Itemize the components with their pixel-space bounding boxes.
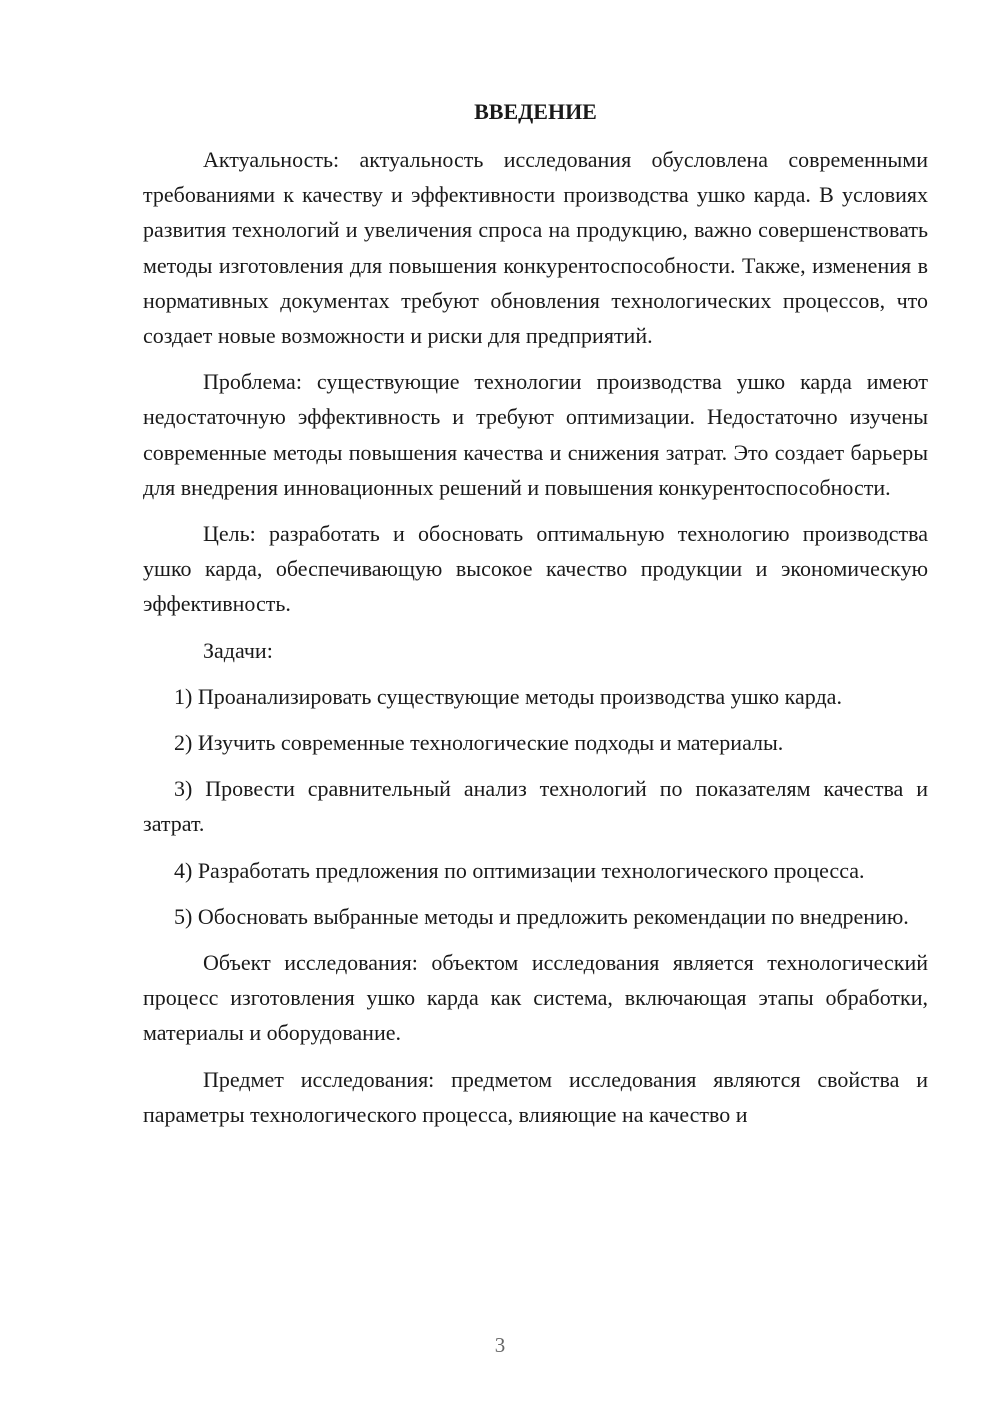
paragraph-object: Объект исследования: объектом исследования является технологический процесс изготовления ушко карда как система, включающая этапы обработки, материалы и оборудование.	[143, 950, 928, 1046]
task-item-4: 4) Разработать предложения по оптимизации технологического процесса.	[174, 857, 865, 883]
task-item-5: 5) Обосновать выбранные методы и предложить рекомендации по внедрению.	[174, 903, 909, 929]
task-item-2: 2) Изучить современные технологические подходы и материалы.	[174, 730, 784, 756]
paragraph-goal: Цель: разработать и обосновать оптимальную технологию производства ушко карда, обеспечивающую высокое качество продукции и экономическую эффективность.	[143, 521, 928, 617]
document-body	[143, 142, 928, 1143]
paragraph-relevance: Актуальность: актуальность исследования обусловлена современными требованиями к качеству и эффективности производства ушко карда. В условиях развития технологий и увеличения спроса на продукцию, важно совершенствовать методы изготовления для повышения конкурентоспособности. Также, изменения в нормативных документах требуют обновления технологических процессов, что создает новые возможности и риски для предприятий.	[143, 147, 928, 349]
task-item-1: 1) Проанализировать существующие методы производства ушко карда.	[174, 683, 842, 709]
section-heading: ВВЕДЕНИЕ	[474, 99, 597, 124]
paragraph-problem: Проблема: существующие технологии производства ушко карда имеют недостаточную эффективность и требуют оптимизации. Недостаточно изучены современные методы повышения качества и снижения затрат. Это создает барьеры для внедрения инновационных решений и повышения конкурентоспособности.	[143, 369, 928, 500]
tasks-heading: Задачи:	[203, 637, 273, 663]
task-item-3: 3) Провести сравнительный анализ технологий по показателям качества и затрат.	[143, 776, 928, 837]
page-number: 3	[494, 1333, 506, 1357]
paragraph-subject: Предмет исследования: предметом исследования являются свойства и параметры технологического процесса, влияющие на качество и	[143, 1066, 928, 1127]
